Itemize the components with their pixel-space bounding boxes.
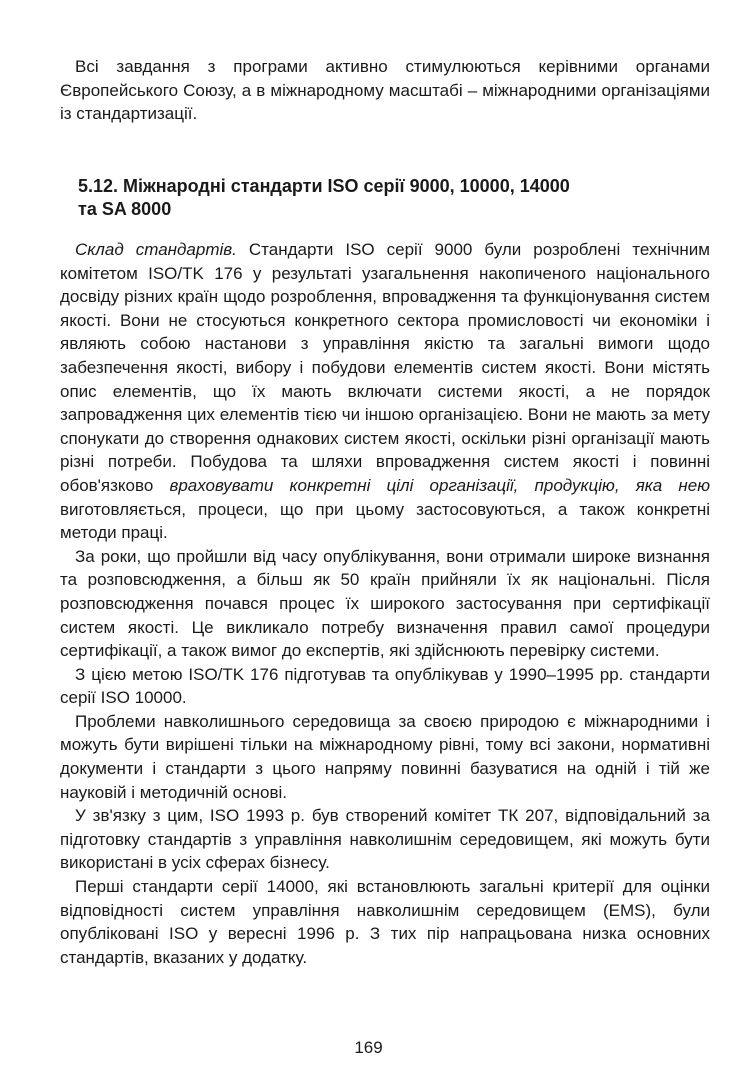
paragraph-text: виготовляється, процеси, що при цьому застосовуються, а також конкретні методи праці. [60, 499, 710, 543]
paragraph-italic-text: враховувати конкретні цілі організації, продукцію, яка нею [169, 475, 710, 495]
intro-text: Всі завдання з програми активно стимулюються керівними органами Європейського Союзу, а в міжнародному масштабі – міжнародними організаціями із стандартизації. [60, 57, 710, 124]
paragraph-lead: Склад стандартів. [75, 240, 237, 259]
paragraph-iso-10000: З цією метою ISO/TK 176 підготував та опублікував у 1990–1995 рр. стандарти серії ISO 10000. [60, 664, 710, 708]
page-number: 169 [354, 1038, 383, 1057]
intro-paragraph [60, 55, 710, 126]
paragraph-recognition: За роки, що пройшли від часу опублікування, вони отримали широке визнання та розповсюдження, а більш як 50 країн прийняли їх як національні. Після розповсюдження почався процес їх широкого застосування при сертифікації систем якості. Це викликало потребу визначення правил самої процедури сертифікації, а також вимог до експертів, які здійснюють перевірку системи. [60, 546, 710, 661]
paragraph-tc-207: У зв'язку з цим, ISO 1993 р. був створений комітет ТК 207, відповідальний за підготовку стандартів з управління навколишнім середовищем, які можуть бути використані в усіх сферах бізнесу. [60, 806, 710, 873]
section-heading [78, 175, 688, 221]
paragraph-environment: Проблеми навколишнього середовища за своєю природою є міжнародними і можуть бути вирішені тільки на міжнародному рівні, тому всі закони, нормативні документи і стандарти з цього напряму повинні базуватися на одній і тій же науковій і методичній основі. [60, 711, 710, 802]
section-body [60, 238, 710, 969]
paragraph-composition [60, 238, 710, 545]
paragraph-text: Стандарти ISO серії 9000 були розроблені технічним комітетом ISO/TK 176 у результаті узагальнення накопиченого національного досвіду різних країн щодо розроблення, впровадження та функціонування систем якості. Вони не стосуються конкретного сектора промисловості чи економіки і являють собою настанови з управління якістю та загальні вимоги щодо забезпечення якості, вибору і побудови елементів систем якості. Вони містять опис елементів, що їх мають включати системи якості, а не порядок запровадження цих елементів тією чи іншою організацією. Вони не мають за мету спонукати до створення однакових систем якості, оскільки різні організації мають різні потреби. Побудова та шляхи впровадження систем якості і повинні обов'язково [60, 240, 710, 495]
section-heading-line-2: та SA 8000 [78, 199, 172, 219]
paragraph-iso-14000: Перші стандарти серії 14000, які встановлюють загальні критерії для оцінки відповідності систем управління навколишнім середовищем (EMS), були опубліковані ISO у вересні 1996 р. З тих пір напрацьована низка основних стандартів, вказаних у додатку. [60, 877, 710, 967]
section-heading-line-1: 5.12. Міжнародні стандарти ISO серії 9000, 10000, 14000 [78, 176, 570, 196]
